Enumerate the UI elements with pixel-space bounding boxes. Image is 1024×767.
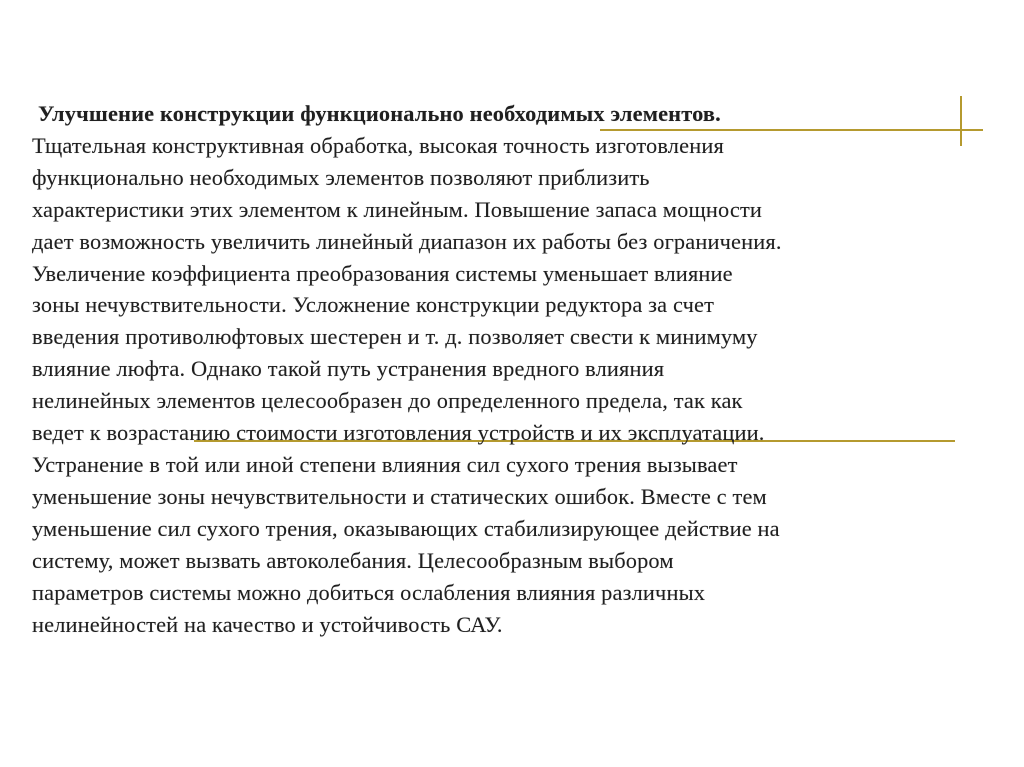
text-line: систему, может вызвать автоколебания. Целесообразным выбором	[32, 547, 674, 573]
text-line: дает возможность увеличить линейный диапазон их работы без ограничения.	[32, 228, 782, 254]
text-line: зоны нечувствительности. Усложнение конструкции редуктора за счет	[32, 292, 715, 318]
text-line: влияние люфта. Однако такой путь устранения вредного влияния	[32, 356, 665, 382]
slide-body-text	[32, 98, 992, 640]
text-line: ведет к возрастанию стоимости изготовления устройств и их эксплуатации.	[32, 420, 765, 446]
text-line: уменьшение зоны нечувствительности и статических ошибок. Вместе с тем	[32, 483, 767, 509]
text-line: уменьшение сил сухого трения, оказывающих стабилизирующее действие на	[32, 515, 780, 541]
text-line: характеристики этих элементом к линейным. Повышение запаса мощности	[32, 196, 763, 222]
text-line: нелинейностей на качество и устойчивость САУ.	[32, 611, 503, 637]
text-line: введения противолюфтовых шестерен и т. д. позволяет свести к минимуму	[32, 324, 758, 350]
text-line: Тщательная конструктивная обработка, высокая точность изготовления	[32, 132, 724, 158]
text-line: параметров системы можно добиться ослабления влияния различных	[32, 579, 706, 605]
slide-heading: Улучшение конструкции функционально необходимых элементов.	[38, 101, 721, 126]
text-line: нелинейных элементов целесообразен до определенного предела, так как	[32, 388, 743, 414]
text-line: Увеличение коэффициента преобразования системы уменьшает влияние	[32, 260, 733, 286]
text-line: функционально необходимых элементов позволяют приблизить	[32, 164, 650, 190]
text-line: Устранение в той или иной степени влияния сил сухого трения вызывает	[32, 451, 738, 477]
